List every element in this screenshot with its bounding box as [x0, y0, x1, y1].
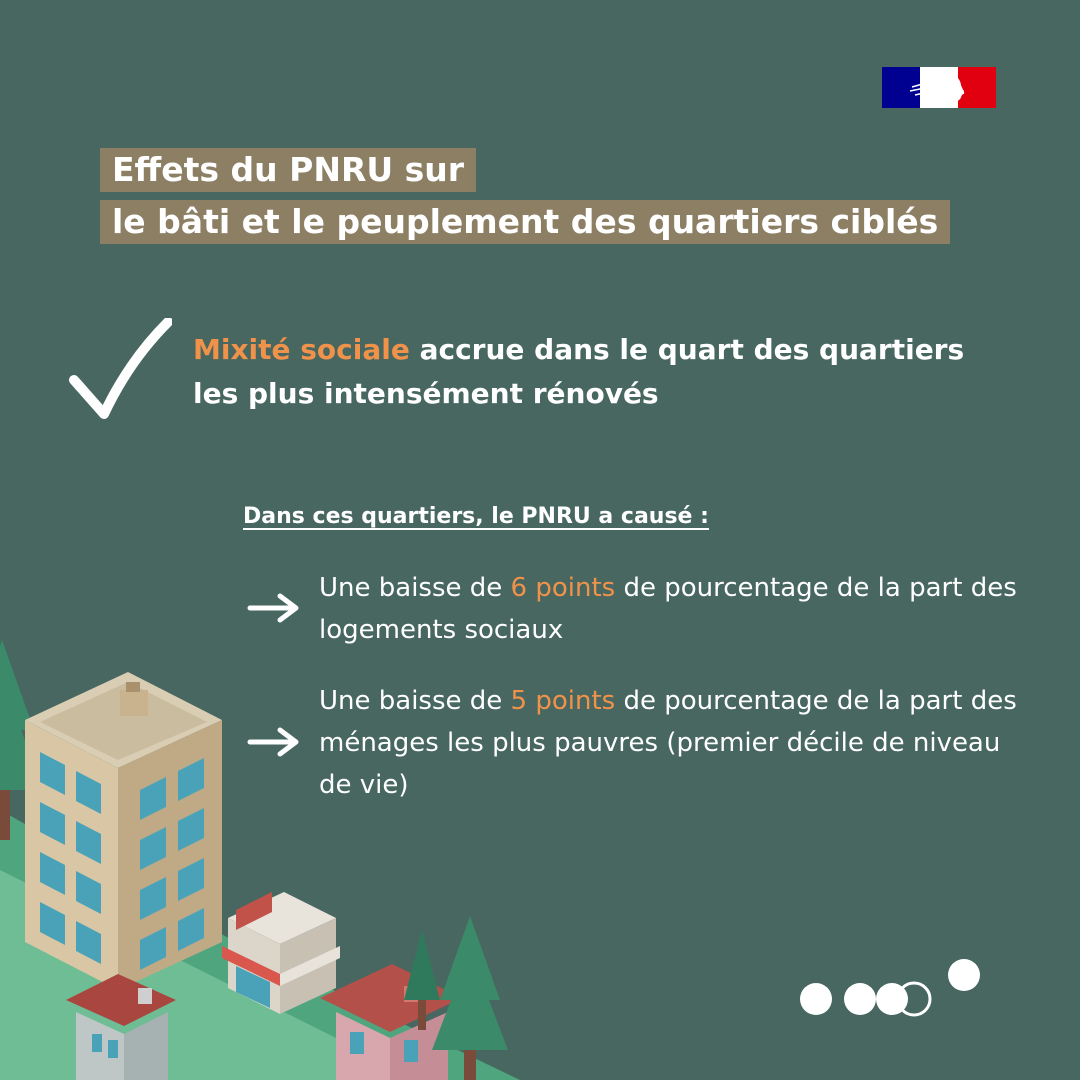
effect-text: Une baisse de	[319, 573, 511, 603]
title-line-2: le bâti et le peuplement des quartiers ciblés	[100, 200, 950, 244]
circles-brand-logo	[796, 953, 986, 1023]
marianne-flag-logo	[882, 67, 996, 108]
check-icon	[68, 318, 172, 422]
effect-text: de pourcentage de la part des logements sociaux	[319, 573, 1017, 645]
headline	[193, 328, 1013, 416]
effect-highlight: 6 points	[510, 573, 616, 603]
title-line-1: Effets du PNRU sur	[100, 148, 476, 192]
city-illustration	[0, 620, 560, 1080]
headline-text: accrue dans le quart des quartiers les plus intensément rénovés	[193, 333, 965, 410]
effect-text: de pourcentage de la part des ménages les plus pauvres (premier décile de niveau de vie)	[319, 686, 1017, 800]
headline-highlight: Mixité sociale	[193, 333, 410, 366]
effect-highlight: 5 points	[510, 686, 616, 716]
effect-text: Une baisse de	[319, 686, 511, 716]
effects-subheading: Dans ces quartiers, le PNRU a causé :	[243, 504, 709, 529]
